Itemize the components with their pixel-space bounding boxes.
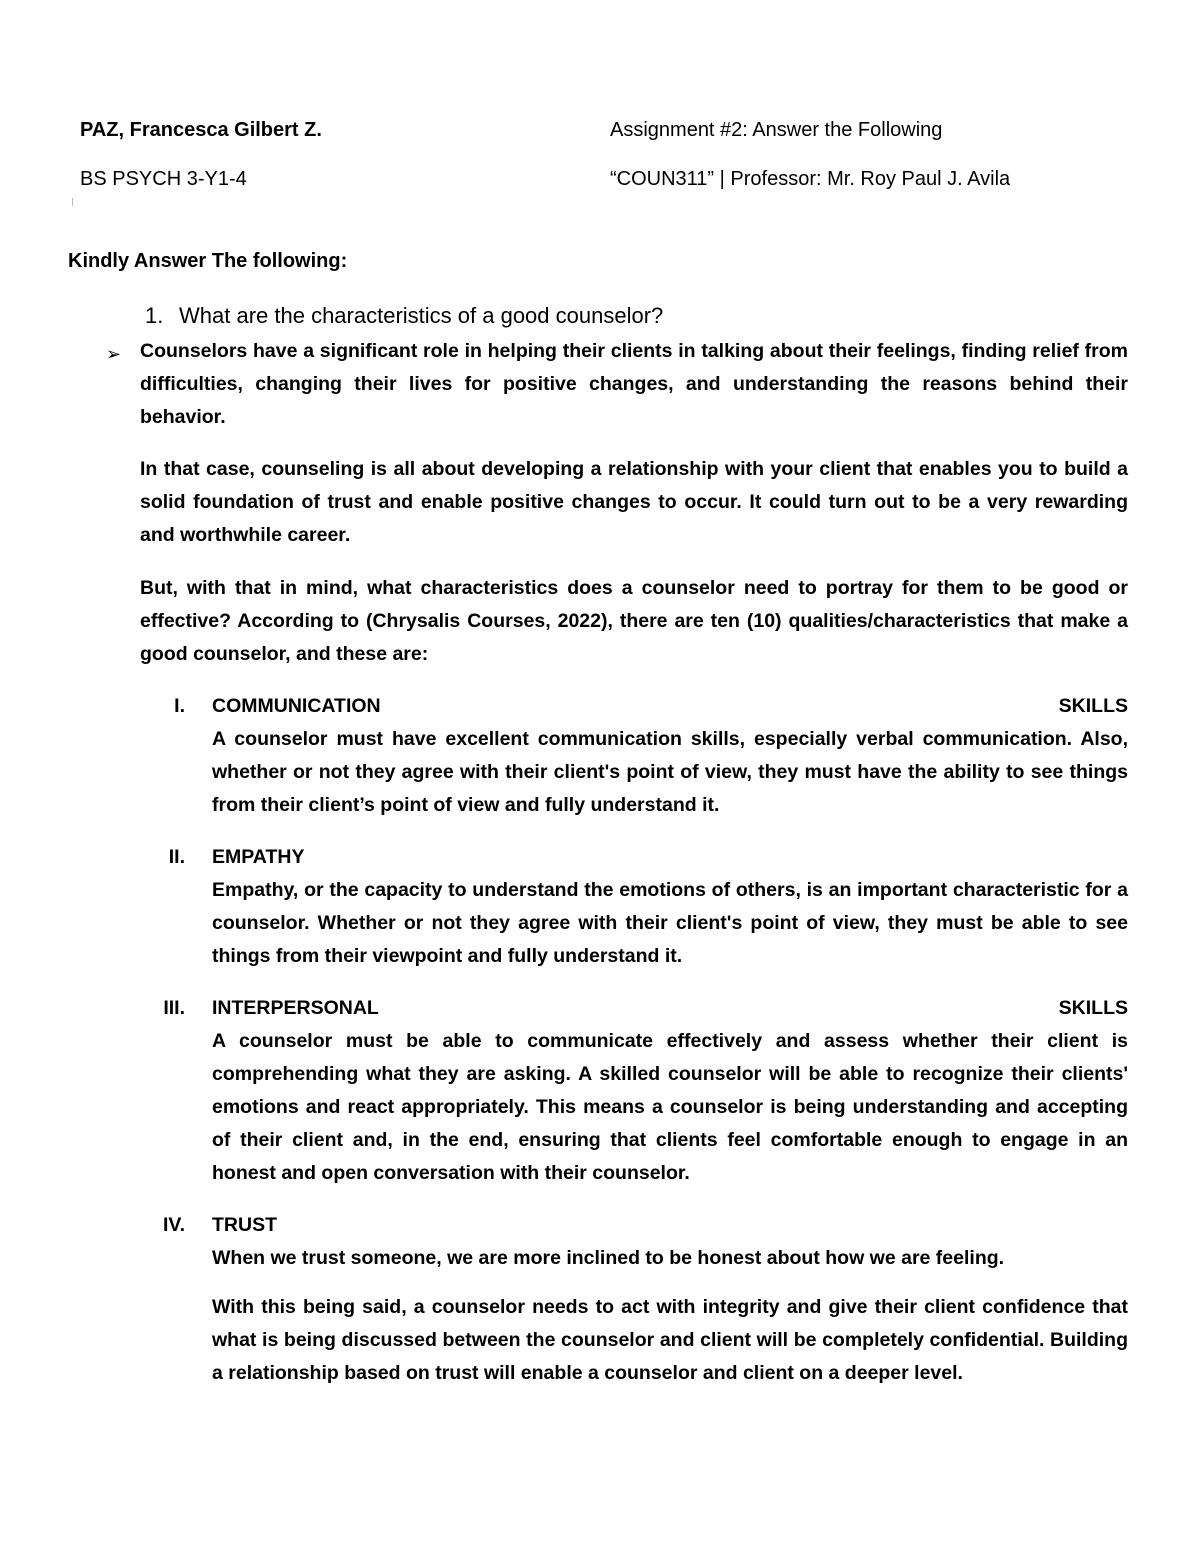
item-numeral: III. [163,997,185,1019]
item-title-left: COMMUNICATION [212,695,381,717]
answer-paragraph-3: But, with that in mind, what characteristics does a counselor need to portray for them to be good or effective? According to (Chrysalis Courses, 2022), there are ten (10) qualities/characteristics that make a good counselor, and these are: [140,577,1128,665]
item-description: A counselor must be able to communicate effectively and assess whether their client is comprehending what they are asking. A skilled counselor will be able to recognize their clients' emotions and react appropriately. This means a counselor is being understanding and accepting of their client and, in the end, ensuring that clients feel comfortable enough to engage in an honest and open conversation with their counselor. [212,1030,1128,1184]
item-title-left: INTERPERSONAL [212,997,379,1019]
item-title-right: SKILLS [1058,997,1128,1019]
assignment-title: Assignment #2: Answer the Following [610,119,943,141]
item-title [212,1209,1128,1242]
item-description-2: With this being said, a counselor needs to act with integrity and give their client confidence that what is being discussed between the counselor and client will be completely confidential. Building a relationship based on trust will enable a counselor and client on a deeper level. [212,1296,1128,1384]
item-numeral: I. [174,695,185,717]
item-numeral: II. [168,846,185,868]
subject-professor: “COUN311” | Professor: Mr. Roy Paul J. Avila [610,168,1011,190]
question-number: 1. [145,303,164,328]
item-description: A counselor must have excellent communication skills, especially verbal communication. Also, whether or not they agree with their client's point of view, they must have the ability to see things from their client’s point of view and fully understand it. [212,728,1128,816]
answer-paragraph-1: Counselors have a significant role in helping their clients in talking about their feelings, finding relief from difficulties, changing their lives for positive changes, and understanding the reasons behind their behavior. [140,340,1128,428]
student-name: PAZ, Francesca Gilbert Z. [80,119,322,141]
student-course: BS PSYCH 3-Y1-4 [80,168,247,190]
item-numeral: IV. [162,1214,185,1236]
answer-paragraph-2: In that case, counseling is all about developing a relationship with your client that enables you to build a solid foundation of trust and enable positive changes to occur. It could turn out to be a very rewarding and worthwhile career. [140,458,1128,546]
question-1 [145,302,663,330]
question-text: What are the characteristics of a good counselor? [179,303,664,328]
item-title [212,992,1128,1025]
item-title-left: EMPATHY [212,846,305,868]
arrow-bullet-icon: ➢ [106,344,122,364]
item-description: When we trust someone, we are more inclined to be honest about how we are feeling. [212,1247,1005,1269]
item-title-left: TRUST [212,1214,277,1236]
item-title [212,690,1128,723]
item-description: Empathy, or the capacity to understand the emotions of others, is an important characteristic for a counselor. Whether or not they agree with their client's point of view, they must be able to see things from their viewpoint and fully understand it. [212,879,1128,967]
item-title [212,841,1128,874]
item-title-right: SKILLS [1058,695,1128,717]
instruction-heading: Kindly Answer The following: [68,250,348,272]
text-cursor-mark [72,198,73,206]
